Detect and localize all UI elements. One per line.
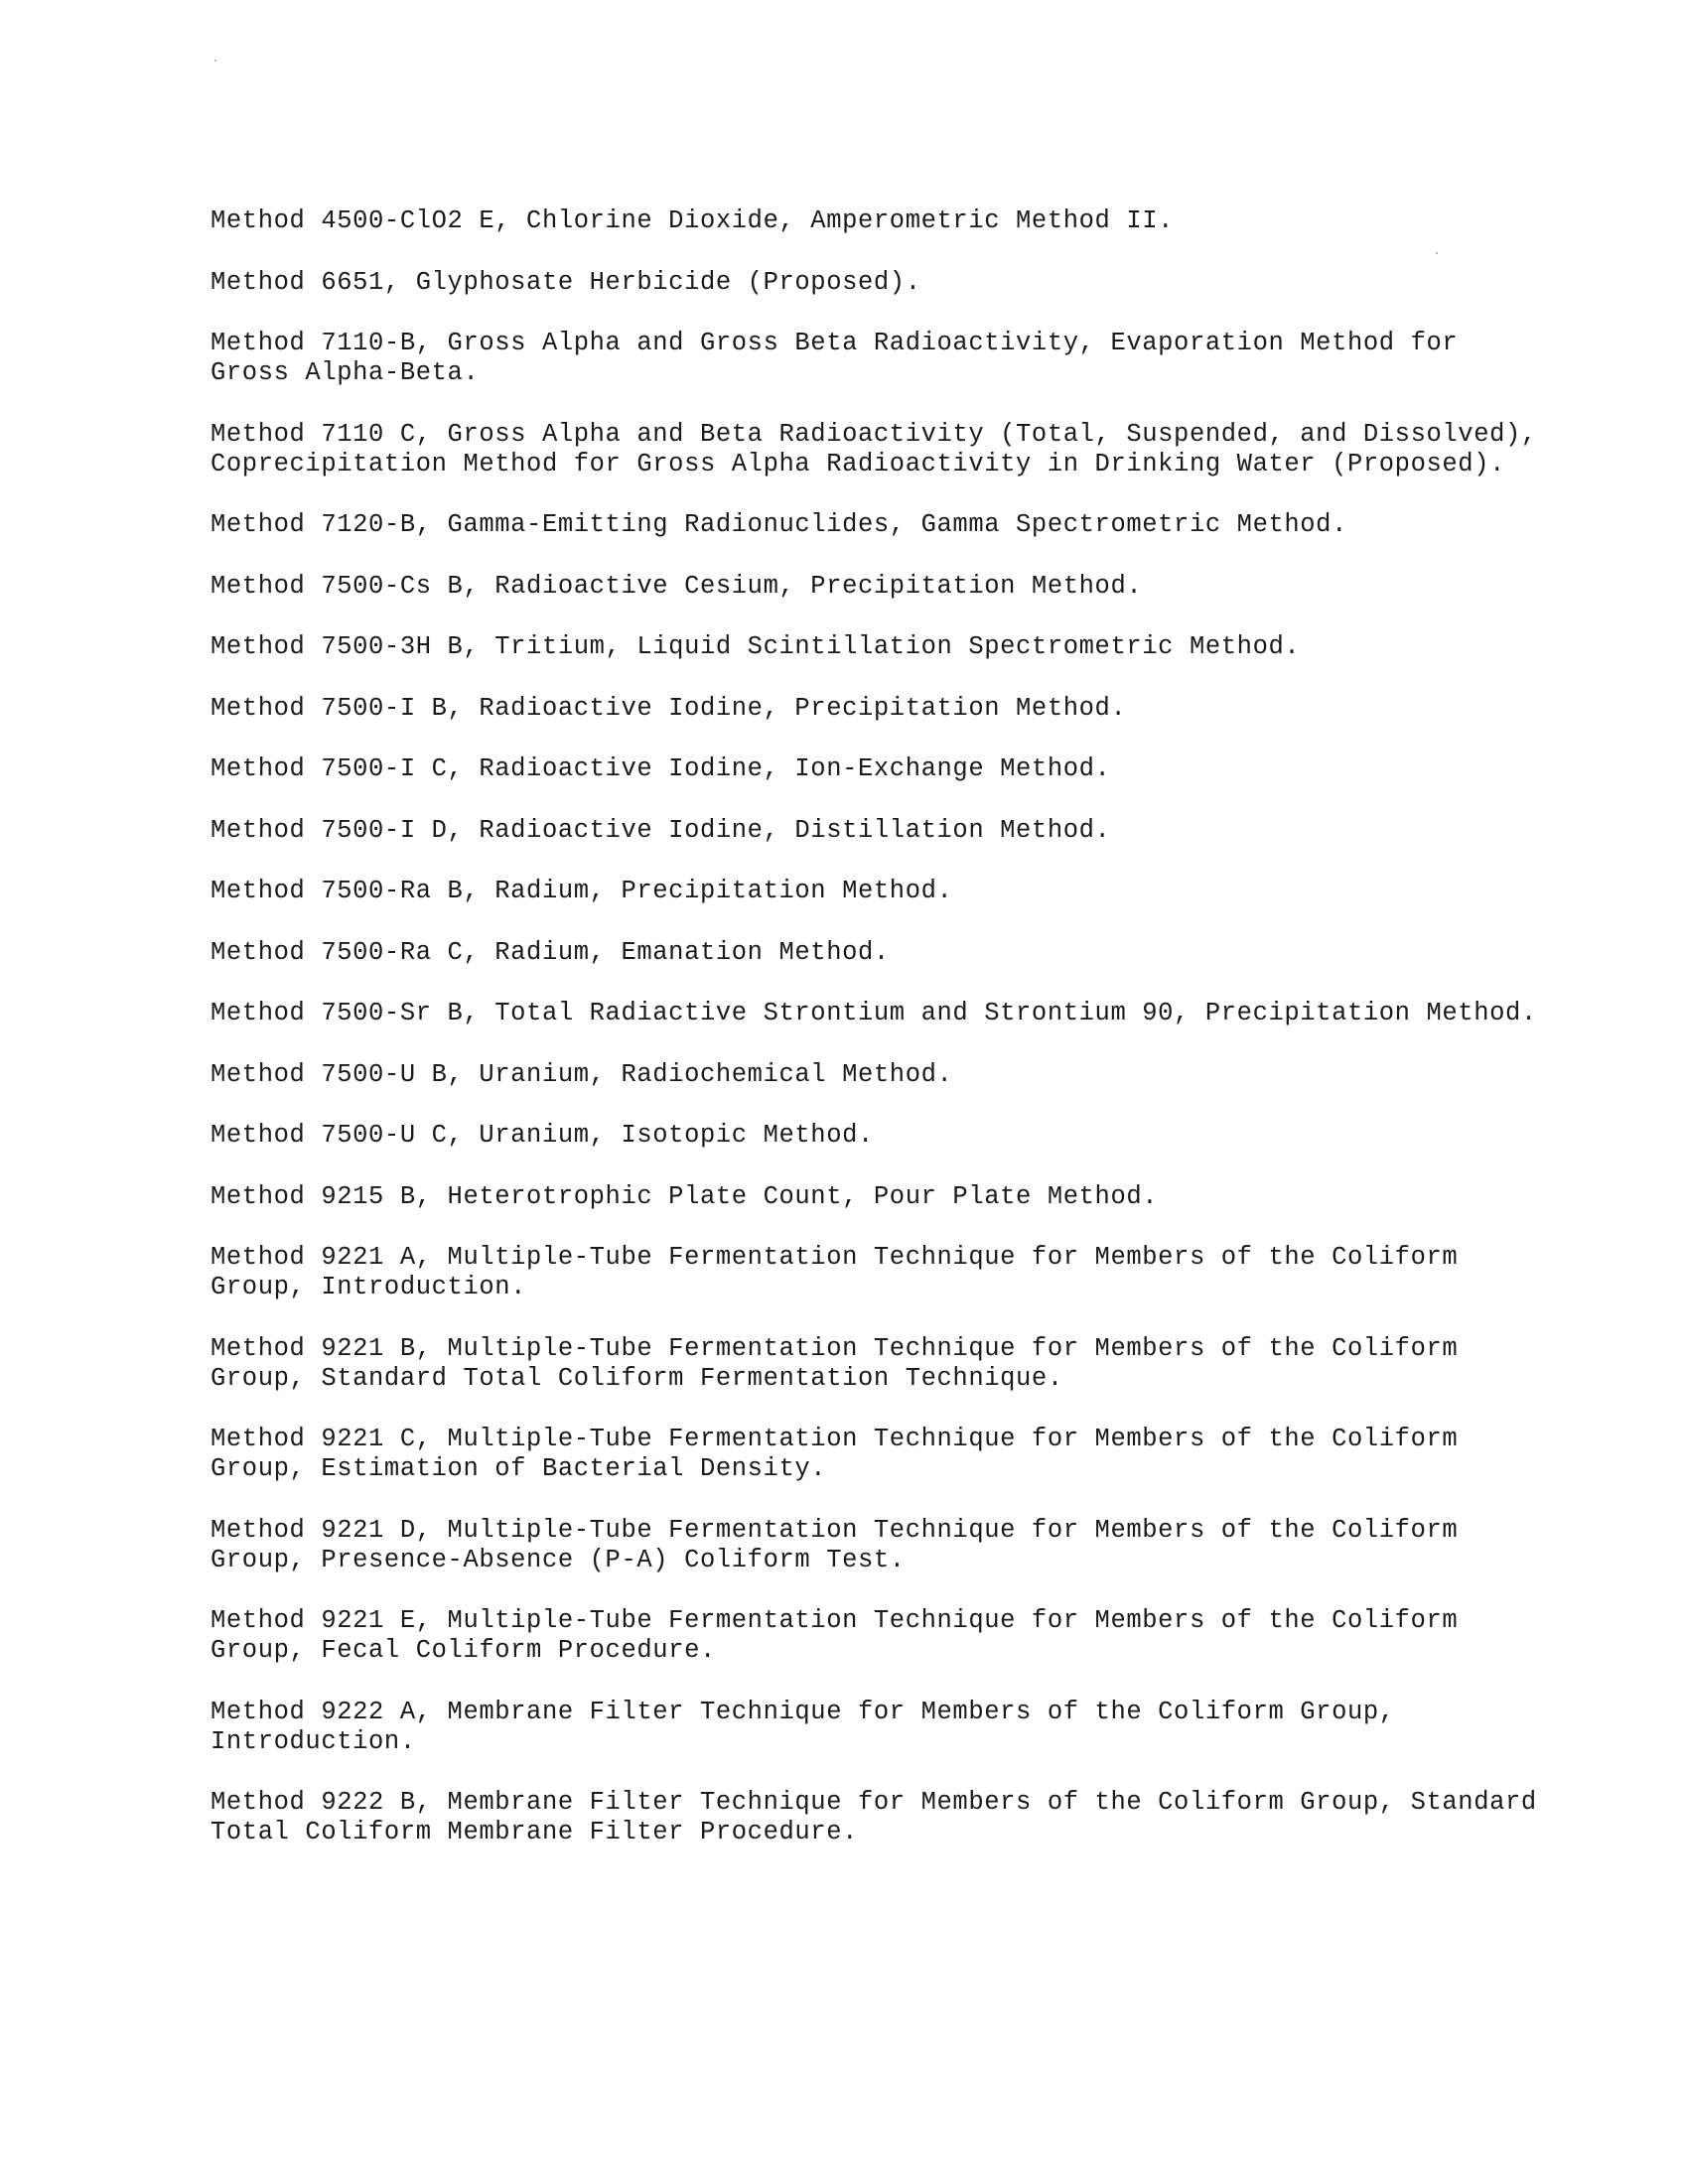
method-entry: Method 7500-Ra B, Radium, Precipitation Method. [210,877,953,905]
method-entry: Method 9221 E, Multiple-Tube Fermentation Technique for Members of the Coliform Group, Fecal Coliform Procedure. [210,1606,1474,1665]
method-entry: Method 4500-ClO2 E, Chlorine Dioxide, Amperometric Method II. [210,206,1175,235]
method-entry: Method 9222 A, Membrane Filter Technique for Members of the Coliform Group, Introduction. [210,1697,1411,1756]
method-entry: Method 9222 B, Membrane Filter Technique for Members of the Coliform Group, Standard Total Coliform Membrane Filter Procedure. [210,1788,1553,1846]
method-list [210,206,1553,1879]
method-entry: Method 9221 B, Multiple-Tube Fermentation Technique for Members of the Coliform Group, Standard Total Coliform Fermentation Technique. [210,1333,1474,1393]
method-entry: Method 9221 C, Multiple-Tube Fermentation Technique for Members of the Coliform Group, Estimation of Bacterial Density. [210,1425,1474,1483]
method-entry: Method 7110 C, Gross Alpha and Beta Radioactivity (Total, Suspended, and Dissolved), Coprecipitation Method for Gross Alpha Radioactivity in Drinking Water (Proposed). [210,419,1553,478]
method-entry: Method 6651, Glyphosate Herbicide (Proposed). [210,267,921,297]
method-entry: Method 7500-Sr B, Total Radiactive Strontium and Strontium 90, Precipitation Method. [210,999,1537,1027]
scan-speck [214,60,216,62]
method-entry: Method 7500-Cs B, Radioactive Cesium, Precipitation Method. [210,571,1143,601]
method-entry: Method 7500-I D, Radioactive Iodine, Distillation Method. [210,815,1111,845]
method-entry: Method 7120-B, Gamma-Emitting Radionuclides, Gamma Spectrometric Method. [210,510,1347,539]
method-entry: Method 7110-B, Gross Alpha and Gross Beta Radioactivity, Evaporation Method for Gross Alpha-Beta. [210,329,1474,387]
method-entry: Method 7500-I B, Radioactive Iodine, Precipitation Method. [210,693,1127,723]
method-entry: Method 7500-U C, Uranium, Isotopic Method. [210,1121,874,1150]
method-entry: Method 9215 B, Heterotrophic Plate Count, Pour Plate Method. [210,1181,1159,1211]
method-entry: Method 9221 D, Multiple-Tube Fermentation Technique for Members of the Coliform Group, Presence-Absence (P-A) Coliform Test. [210,1515,1474,1574]
method-entry: Method 7500-U B, Uranium, Radiochemical Method. [210,1059,953,1089]
method-entry: Method 7500-3H B, Tritium, Liquid Scintillation Spectrometric Method. [210,632,1301,661]
method-entry: Method 9221 A, Multiple-Tube Fermentation Technique for Members of the Coliform Group, Introduction. [210,1243,1474,1301]
method-entry: Method 7500-Ra C, Radium, Emanation Method. [210,937,890,967]
method-entry: Method 7500-I C, Radioactive Iodine, Ion-Exchange Method. [210,754,1111,783]
